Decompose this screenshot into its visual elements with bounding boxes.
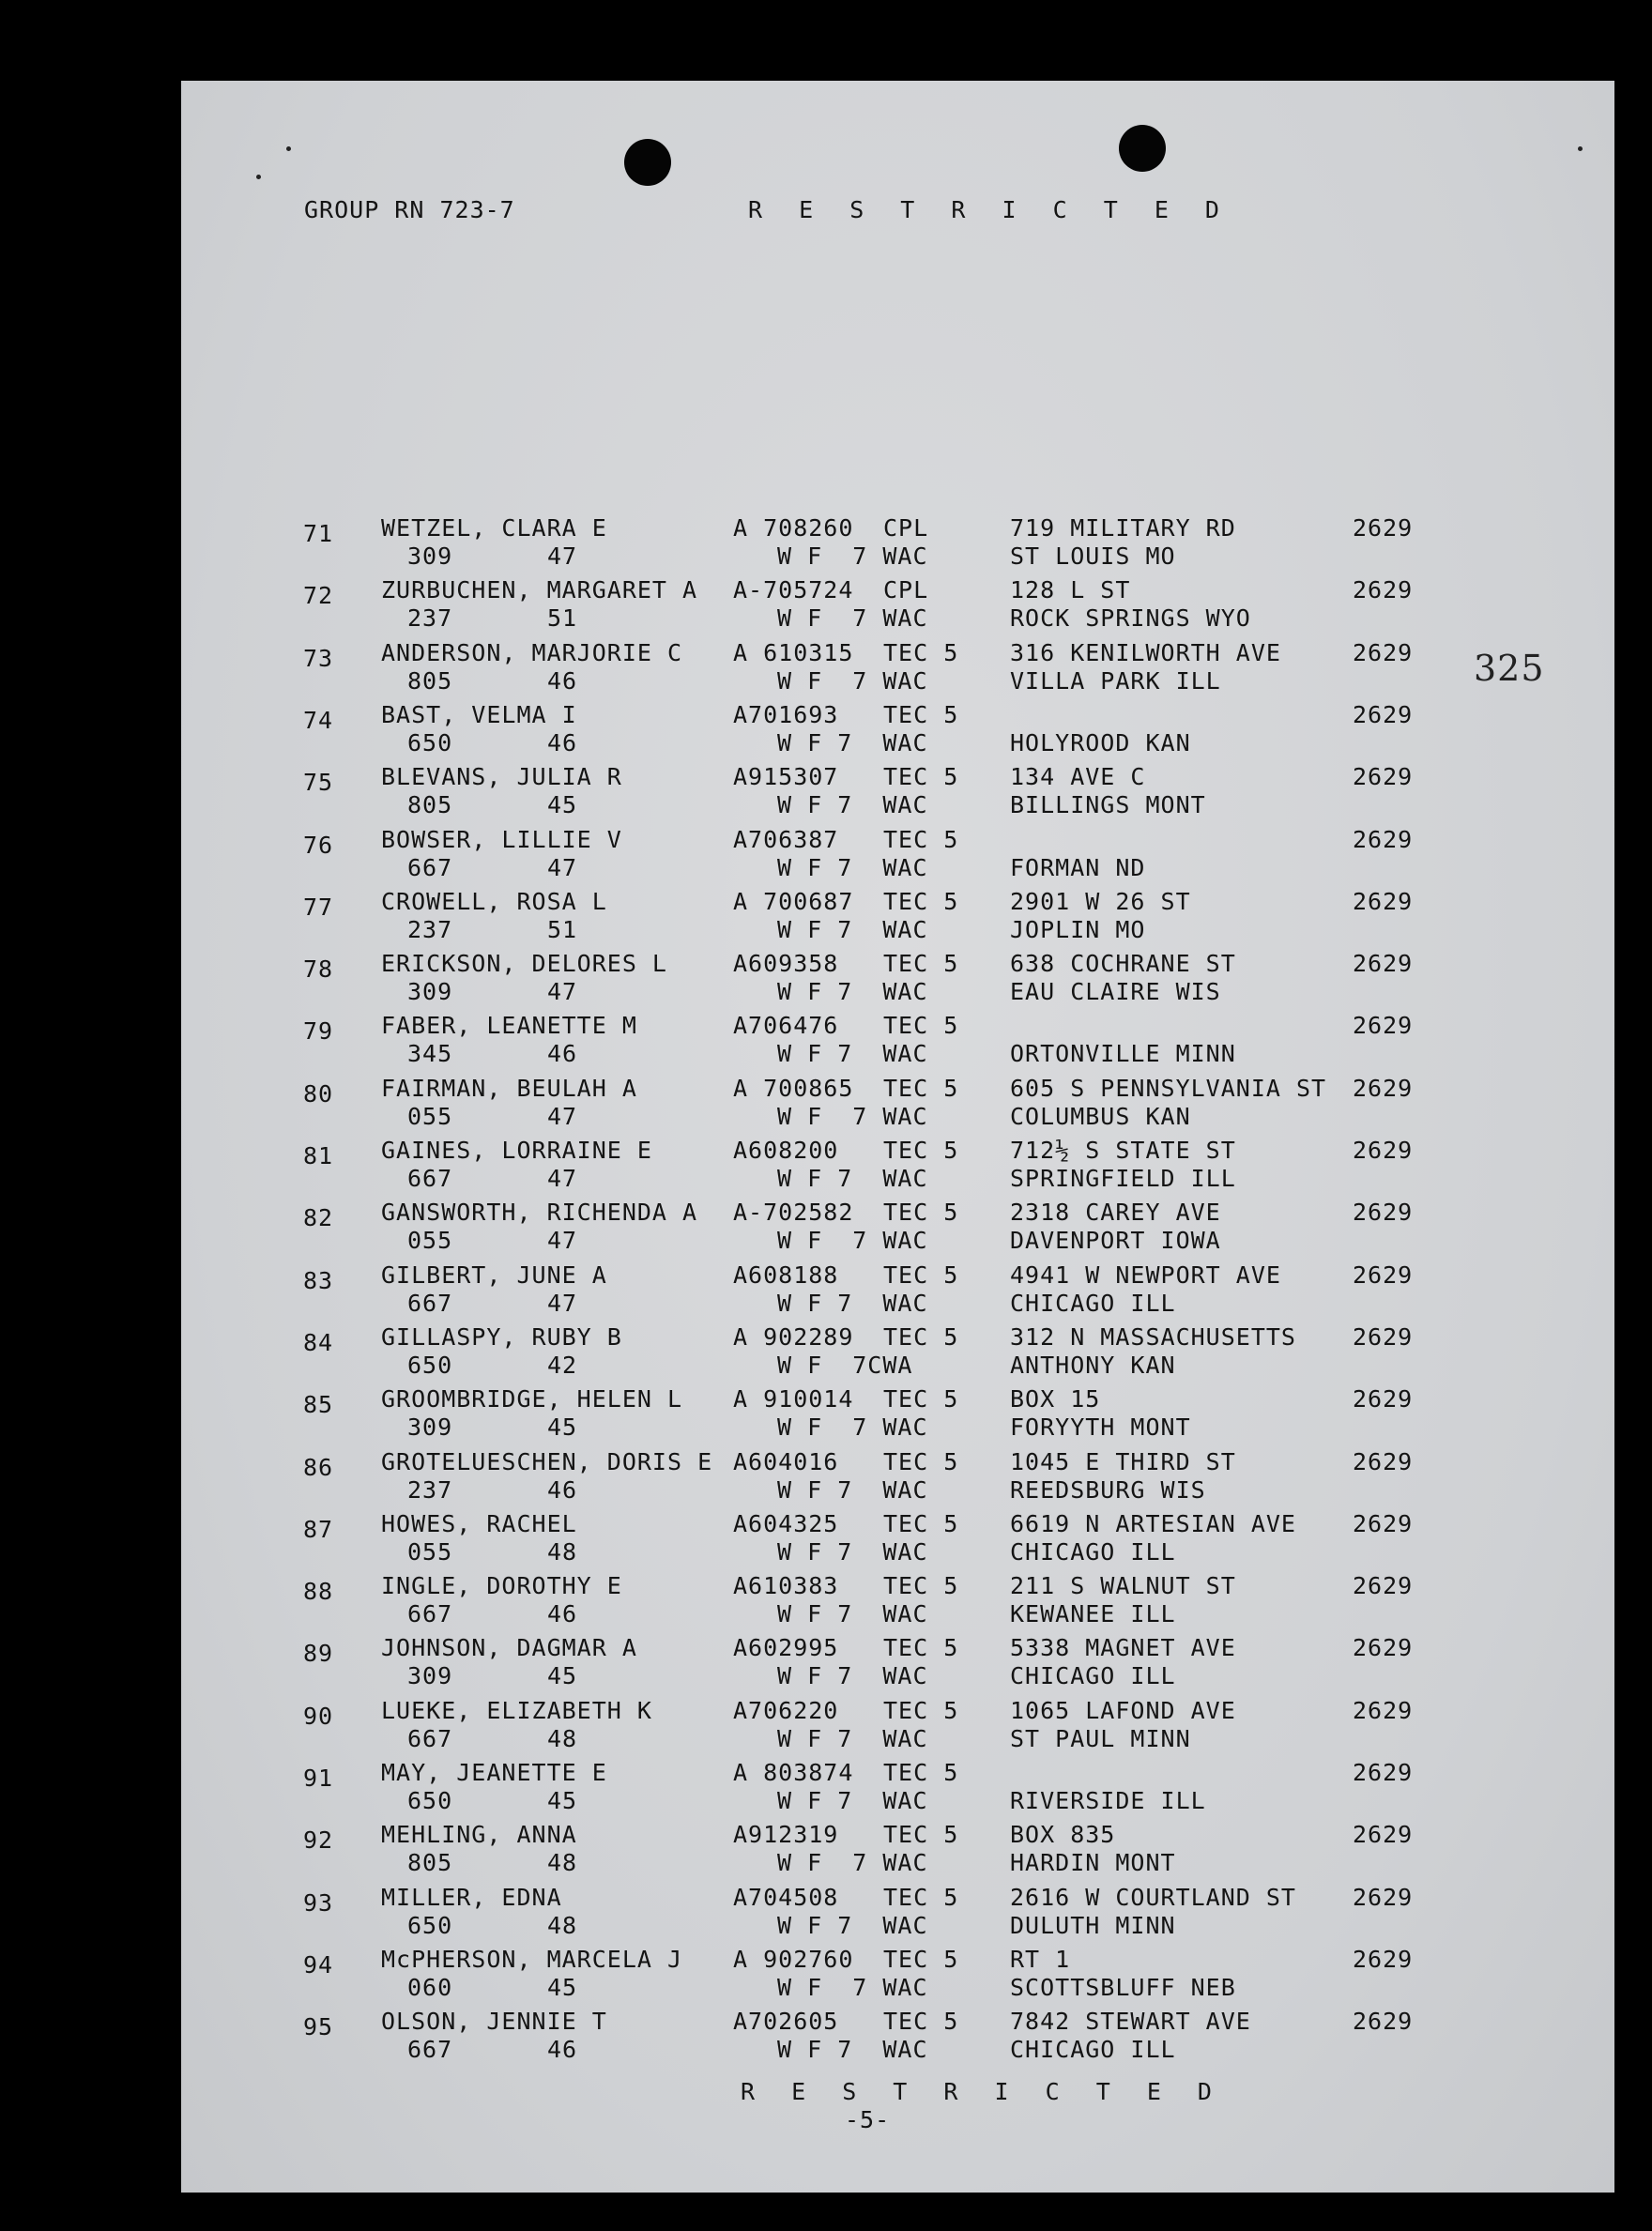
entry-serial-number: A 610315 [733, 638, 854, 666]
roster-entry [181, 578, 1614, 640]
page-number: -5- [845, 2106, 891, 2133]
entry-code: 309 [407, 542, 453, 570]
roster-entry [181, 1945, 1614, 2009]
entry-grade: TEC 5 [883, 1012, 959, 1040]
entry-name: MEHLING, ANNA [381, 1821, 577, 1849]
entry-zone-code: 2629 [1353, 1883, 1414, 1911]
entry-number: 77 [303, 893, 334, 921]
entry-street-address: 4941 W NEWPORT AVE [1010, 1261, 1281, 1289]
entry-age: 48 [547, 1911, 578, 1939]
roster-entry [181, 1074, 1614, 1138]
entry-number: 93 [303, 1888, 334, 1917]
entry-serial-number: A604325 [733, 1509, 839, 1537]
roster-entry [181, 1636, 1614, 1698]
entry-name: ANDERSON, MARJORIE C [381, 638, 683, 666]
entry-race-sex-component: W F 7 WAC [777, 1787, 928, 1814]
entry-name: GANSWORTH, RICHENDA A [381, 1199, 698, 1227]
entry-grade: TEC 5 [883, 1634, 959, 1662]
roster-entry [181, 1263, 1614, 1325]
ink-speck [1578, 146, 1583, 151]
roster-entry [181, 1823, 1614, 1885]
entry-age: 45 [547, 791, 578, 819]
entry-age: 51 [547, 915, 578, 943]
entry-race-sex-component: W F 7 WAC [777, 1165, 928, 1192]
entry-city-state: FORMAN ND [1010, 853, 1146, 881]
entry-serial-number: A 902289 [733, 1322, 854, 1351]
entry-number: 73 [303, 644, 334, 672]
entry-city-state: CHICAGO ILL [1010, 1537, 1176, 1566]
entry-name: FABER, LEANETTE M [381, 1012, 637, 1040]
entry-city-state: KEWANEE ILL [1010, 1600, 1176, 1628]
entry-number: 92 [303, 1826, 334, 1855]
entry-city-state: DULUTH MINN [1010, 1911, 1176, 1939]
entry-city-state: SPRINGFIELD ILL [1010, 1165, 1236, 1192]
entry-grade: TEC 5 [883, 825, 959, 853]
entry-number: 82 [303, 1204, 334, 1232]
entry-name: LUEKE, ELIZABETH K [381, 1696, 652, 1724]
entry-street-address: RT 1 [1010, 1945, 1071, 1973]
entry-city-state: ANTHONY KAN [1010, 1351, 1176, 1379]
entry-name: GROOMBRIDGE, HELEN L [381, 1385, 683, 1413]
entry-city-state: ST LOUIS MO [1010, 542, 1176, 570]
entry-name: INGLE, DOROTHY E [381, 1572, 622, 1600]
roster-entry [181, 1883, 1614, 1948]
ink-speck [256, 175, 261, 179]
entry-street-address: 134 AVE C [1010, 763, 1146, 791]
entry-street-address: 1045 E THIRD ST [1010, 1447, 1236, 1475]
entry-age: 45 [547, 1662, 578, 1690]
group-reference: GROUP RN 723-7 [304, 196, 515, 223]
entry-name: BAST, VELMA I [381, 700, 577, 728]
entry-age: 47 [547, 542, 578, 570]
entry-code: 805 [407, 1849, 453, 1877]
entry-street-address: 6619 N ARTESIAN AVE [1010, 1509, 1296, 1537]
entry-code: 667 [407, 1165, 453, 1192]
page-stamp-number: 325 [1474, 648, 1545, 689]
entry-code: 805 [407, 791, 453, 819]
roster-entry [181, 1761, 1614, 1823]
entry-zone-code: 2629 [1353, 1509, 1414, 1537]
entry-age: 46 [547, 1475, 578, 1504]
entry-number: 72 [303, 582, 334, 610]
entry-age: 46 [547, 666, 578, 695]
entry-name: GILLASPY, RUBY B [381, 1322, 622, 1351]
punch-hole-left [624, 139, 671, 186]
entry-zone-code: 2629 [1353, 1447, 1414, 1475]
entry-code: 237 [407, 604, 453, 633]
entry-name: JOHNSON, DAGMAR A [381, 1634, 637, 1662]
entry-street-address: 316 KENILWORTH AVE [1010, 638, 1281, 666]
entry-street-address: BOX 835 [1010, 1821, 1116, 1849]
entry-name: ZURBUCHEN, MARGARET A [381, 576, 698, 604]
entry-race-sex-component: W F 7 WAC [777, 1040, 928, 1068]
entry-street-address: 638 COCHRANE ST [1010, 950, 1236, 978]
restricted-footer: R E S T R I C T E D [741, 2078, 1223, 2105]
entry-age: 46 [547, 728, 578, 756]
entry-grade: TEC 5 [883, 1759, 959, 1786]
entry-code: 055 [407, 1102, 453, 1130]
entry-code: 345 [407, 1040, 453, 1068]
roster-entry [181, 1509, 1614, 1574]
entry-code: 650 [407, 1787, 453, 1814]
entry-serial-number: A 803874 [733, 1759, 854, 1786]
entry-grade: TEC 5 [883, 763, 959, 791]
entry-zone-code: 2629 [1353, 950, 1414, 978]
entry-zone-code: 2629 [1353, 638, 1414, 666]
entry-zone-code: 2629 [1353, 576, 1414, 604]
punch-hole-right [1119, 125, 1166, 172]
entry-race-sex-component: W F 7CWA [777, 1351, 913, 1379]
roster-entry [181, 952, 1614, 1014]
entry-name: McPHERSON, MARCELA J [381, 1945, 683, 1973]
entry-number: 76 [303, 831, 334, 859]
entry-race-sex-component: W F 7 WAC [777, 1662, 928, 1690]
entry-grade: TEC 5 [883, 2008, 959, 2036]
entry-serial-number: A604016 [733, 1447, 839, 1475]
entry-street-address: 2616 W COURTLAND ST [1010, 1883, 1296, 1911]
roster-entry [181, 516, 1614, 578]
entry-city-state: SCOTTSBLUFF NEB [1010, 1973, 1236, 2001]
entry-code: 667 [407, 1600, 453, 1628]
entry-code: 055 [407, 1227, 453, 1255]
entry-age: 48 [547, 1537, 578, 1566]
entry-city-state: ORTONVILLE MINN [1010, 1040, 1236, 1068]
roster-entry [181, 765, 1614, 827]
entry-zone-code: 2629 [1353, 700, 1414, 728]
entry-serial-number: A706476 [733, 1012, 839, 1040]
entry-zone-code: 2629 [1353, 1322, 1414, 1351]
entry-grade: TEC 5 [883, 1945, 959, 1973]
entry-name: MILLER, EDNA [381, 1883, 562, 1911]
entry-city-state: CHICAGO ILL [1010, 2036, 1176, 2064]
entry-serial-number: A608188 [733, 1261, 839, 1289]
entry-serial-number: A706387 [733, 825, 839, 853]
entry-street-address: 1065 LAFOND AVE [1010, 1696, 1236, 1724]
entry-street-address: 5338 MAGNET AVE [1010, 1634, 1236, 1662]
entry-code: 060 [407, 1973, 453, 2001]
entry-name: GAINES, LORRAINE E [381, 1137, 652, 1164]
entry-number: 86 [303, 1453, 334, 1481]
entry-number: 87 [303, 1515, 334, 1543]
entry-city-state: HOLYROOD KAN [1010, 728, 1191, 756]
entry-grade: TEC 5 [883, 1074, 959, 1102]
entry-race-sex-component: W F 7 WAC [777, 1475, 928, 1504]
roster-entry [181, 2009, 1614, 2071]
entry-street-address: 719 MILITARY RD [1010, 514, 1236, 542]
entry-grade: TEC 5 [883, 638, 959, 666]
entry-code: 667 [407, 2036, 453, 2064]
entry-race-sex-component: W F 7 WAC [777, 1724, 928, 1752]
roster-entry [181, 1574, 1614, 1636]
entry-zone-code: 2629 [1353, 1945, 1414, 1973]
entry-city-state: DAVENPORT IOWA [1010, 1227, 1221, 1255]
entry-grade: TEC 5 [883, 1447, 959, 1475]
entry-serial-number: A915307 [733, 763, 839, 791]
entry-code: 650 [407, 728, 453, 756]
entry-zone-code: 2629 [1353, 1385, 1414, 1413]
entry-street-address: 712½ S STATE ST [1010, 1137, 1236, 1164]
entry-race-sex-component: W F 7 WAC [777, 1537, 928, 1566]
entry-city-state: VILLA PARK ILL [1010, 666, 1221, 695]
entry-street-address: 128 L ST [1010, 576, 1131, 604]
entry-number: 89 [303, 1640, 334, 1668]
ink-speck [286, 146, 291, 151]
entry-race-sex-component: W F 7 WAC [777, 728, 928, 756]
entry-number: 80 [303, 1079, 334, 1108]
roster-entry [181, 825, 1614, 890]
entry-code: 237 [407, 915, 453, 943]
entry-race-sex-component: W F 7 WAC [777, 1413, 928, 1442]
entry-name: FAIRMAN, BEULAH A [381, 1074, 637, 1102]
entry-city-state: CHICAGO ILL [1010, 1662, 1176, 1690]
entry-number: 75 [303, 769, 334, 797]
entry-grade: TEC 5 [883, 1883, 959, 1911]
entry-race-sex-component: W F 7 WAC [777, 666, 928, 695]
entry-name: MAY, JEANETTE E [381, 1759, 607, 1786]
entry-age: 45 [547, 1973, 578, 2001]
entry-city-state: JOPLIN MO [1010, 915, 1146, 943]
entry-city-state: HARDIN MONT [1010, 1849, 1176, 1877]
entry-number: 95 [303, 2013, 334, 2041]
entry-city-state: CHICAGO ILL [1010, 1289, 1176, 1317]
entry-zone-code: 2629 [1353, 514, 1414, 542]
roster-entry [181, 1200, 1614, 1262]
entry-age: 47 [547, 978, 578, 1006]
entry-race-sex-component: W F 7 WAC [777, 1911, 928, 1939]
entry-street-address: 211 S WALNUT ST [1010, 1572, 1236, 1600]
entry-grade: TEC 5 [883, 1137, 959, 1164]
roster-entry [181, 1014, 1614, 1076]
entry-name: BOWSER, LILLIE V [381, 825, 622, 853]
entry-number: 71 [303, 520, 334, 547]
entry-age: 48 [547, 1849, 578, 1877]
entry-city-state: EAU CLAIRE WIS [1010, 978, 1221, 1006]
entry-city-state: RIVERSIDE ILL [1010, 1787, 1206, 1814]
entry-zone-code: 2629 [1353, 763, 1414, 791]
entry-serial-number: A610383 [733, 1572, 839, 1600]
entry-city-state: COLUMBUS KAN [1010, 1102, 1191, 1130]
entry-zone-code: 2629 [1353, 825, 1414, 853]
entry-street-address: 7842 STEWART AVE [1010, 2008, 1251, 2036]
entry-zone-code: 2629 [1353, 1821, 1414, 1849]
entry-grade: TEC 5 [883, 1572, 959, 1600]
entry-zone-code: 2629 [1353, 1261, 1414, 1289]
entry-serial-number: A602995 [733, 1634, 839, 1662]
entry-age: 45 [547, 1787, 578, 1814]
entry-number: 81 [303, 1142, 334, 1169]
entry-grade: TEC 5 [883, 700, 959, 728]
entry-race-sex-component: W F 7 WAC [777, 853, 928, 881]
entry-zone-code: 2629 [1353, 1634, 1414, 1662]
roster-entry [181, 1447, 1614, 1512]
entry-race-sex-component: W F 7 WAC [777, 1973, 928, 2001]
entry-code: 055 [407, 1537, 453, 1566]
entry-code: 650 [407, 1911, 453, 1939]
entry-city-state: FORYYTH MONT [1010, 1413, 1191, 1442]
entry-serial-number: A 700865 [733, 1074, 854, 1102]
entry-street-address: 312 N MASSACHUSETTS [1010, 1322, 1296, 1351]
entry-zone-code: 2629 [1353, 1696, 1414, 1724]
entry-grade: TEC 5 [883, 887, 959, 915]
entry-serial-number: A609358 [733, 950, 839, 978]
entry-race-sex-component: W F 7 WAC [777, 1102, 928, 1130]
entry-number: 84 [303, 1328, 334, 1356]
entry-serial-number: A706220 [733, 1696, 839, 1724]
entry-code: 309 [407, 978, 453, 1006]
entry-serial-number: A 910014 [733, 1385, 854, 1413]
entry-age: 47 [547, 1165, 578, 1192]
entry-serial-number: A702605 [733, 2008, 839, 2036]
entry-name: OLSON, JENNIE T [381, 2008, 607, 2036]
entry-grade: CPL [883, 514, 929, 542]
roster-entry [181, 1138, 1614, 1200]
entry-grade: TEC 5 [883, 1385, 959, 1413]
entry-code: 667 [407, 853, 453, 881]
entry-race-sex-component: W F 7 WAC [777, 1227, 928, 1255]
entry-number: 85 [303, 1391, 334, 1419]
entry-code: 667 [407, 1289, 453, 1317]
entry-street-address: BOX 15 [1010, 1385, 1101, 1413]
entry-zone-code: 2629 [1353, 2008, 1414, 2036]
entry-age: 46 [547, 1040, 578, 1068]
entry-serial-number: A-705724 [733, 576, 854, 604]
entry-name: HOWES, RACHEL [381, 1509, 577, 1537]
entry-age: 42 [547, 1351, 578, 1379]
roster-entry [181, 1696, 1614, 1761]
entry-serial-number: A-702582 [733, 1199, 854, 1227]
entry-number: 74 [303, 706, 334, 734]
entry-race-sex-component: W F 7 WAC [777, 915, 928, 943]
entry-name: WETZEL, CLARA E [381, 514, 607, 542]
entry-race-sex-component: W F 7 WAC [777, 1849, 928, 1877]
entry-age: 47 [547, 1289, 578, 1317]
entry-zone-code: 2629 [1353, 887, 1414, 915]
entry-zone-code: 2629 [1353, 1759, 1414, 1786]
entry-race-sex-component: W F 7 WAC [777, 978, 928, 1006]
entry-name: GILBERT, JUNE A [381, 1261, 607, 1289]
entry-name: CROWELL, ROSA L [381, 887, 607, 915]
entry-age: 47 [547, 1102, 578, 1130]
entry-code: 667 [407, 1724, 453, 1752]
entry-serial-number: A912319 [733, 1821, 839, 1849]
entry-code: 650 [407, 1351, 453, 1379]
entry-number: 83 [303, 1266, 334, 1294]
entry-number: 90 [303, 1702, 334, 1730]
entry-number: 79 [303, 1017, 334, 1046]
entry-grade: TEC 5 [883, 950, 959, 978]
entry-name: GROTELUESCHEN, DORIS E [381, 1447, 713, 1475]
entry-zone-code: 2629 [1353, 1074, 1414, 1102]
entry-serial-number: A704508 [733, 1883, 839, 1911]
entry-code: 309 [407, 1662, 453, 1690]
entry-serial-number: A 700687 [733, 887, 854, 915]
entry-grade: TEC 5 [883, 1821, 959, 1849]
entry-city-state: ST PAUL MINN [1010, 1724, 1191, 1752]
entry-code: 805 [407, 666, 453, 695]
entry-serial-number: A 902760 [733, 1945, 854, 1973]
entry-zone-code: 2629 [1353, 1572, 1414, 1600]
roster-entry [181, 638, 1614, 703]
entry-street-address: 2318 CAREY AVE [1010, 1199, 1221, 1227]
entry-number: 91 [303, 1765, 334, 1792]
entry-serial-number: A608200 [733, 1137, 839, 1164]
entry-city-state: REEDSBURG WIS [1010, 1475, 1206, 1504]
roster-entry [181, 700, 1614, 765]
entry-street-address: 2901 W 26 ST [1010, 887, 1191, 915]
entry-code: 237 [407, 1475, 453, 1504]
entry-name: BLEVANS, JULIA R [381, 763, 622, 791]
entry-street-address: 605 S PENNSYLVANIA ST [1010, 1074, 1327, 1102]
entry-race-sex-component: W F 7 WAC [777, 2036, 928, 2064]
entry-race-sex-component: W F 7 WAC [777, 542, 928, 570]
entry-number: 88 [303, 1578, 334, 1606]
entry-age: 47 [547, 853, 578, 881]
entry-age: 46 [547, 1600, 578, 1628]
entry-number: 94 [303, 1950, 334, 1979]
entry-age: 47 [547, 1227, 578, 1255]
entry-race-sex-component: W F 7 WAC [777, 1600, 928, 1628]
entry-race-sex-component: W F 7 WAC [777, 791, 928, 819]
entry-age: 46 [547, 2036, 578, 2064]
entry-race-sex-component: W F 7 WAC [777, 1289, 928, 1317]
restricted-header: R E S T R I C T E D [748, 196, 1231, 223]
entry-serial-number: A701693 [733, 700, 839, 728]
entry-zone-code: 2629 [1353, 1199, 1414, 1227]
entry-grade: TEC 5 [883, 1322, 959, 1351]
entry-age: 51 [547, 604, 578, 633]
entry-age: 45 [547, 1413, 578, 1442]
entry-grade: TEC 5 [883, 1509, 959, 1537]
entry-city-state: ROCK SPRINGS WYO [1010, 604, 1251, 633]
entry-race-sex-component: W F 7 WAC [777, 604, 928, 633]
roster-entry [181, 1322, 1614, 1387]
entry-code: 309 [407, 1413, 453, 1442]
entry-city-state: BILLINGS MONT [1010, 791, 1206, 819]
entry-name: ERICKSON, DELORES L [381, 950, 667, 978]
entry-serial-number: A 708260 [733, 514, 854, 542]
document-page [181, 81, 1614, 2193]
entry-grade: TEC 5 [883, 1696, 959, 1724]
entry-zone-code: 2629 [1353, 1012, 1414, 1040]
entry-number: 78 [303, 955, 334, 984]
entry-age: 48 [547, 1724, 578, 1752]
entry-zone-code: 2629 [1353, 1137, 1414, 1164]
roster-entry [181, 887, 1614, 952]
entry-grade: TEC 5 [883, 1261, 959, 1289]
entry-grade: CPL [883, 576, 929, 604]
roster-entry [181, 1387, 1614, 1449]
entry-grade: TEC 5 [883, 1199, 959, 1227]
